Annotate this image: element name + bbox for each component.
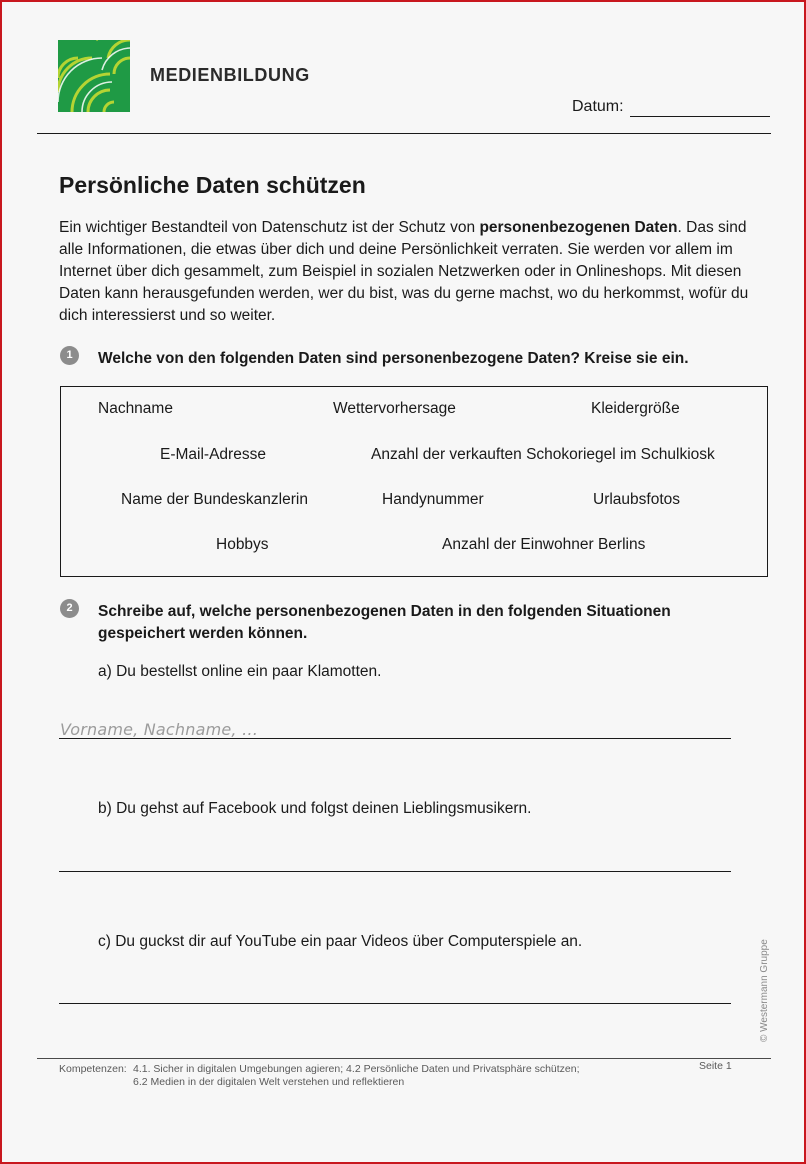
header-divider (37, 133, 771, 134)
footer-competences-label: Kompetenzen: (59, 1063, 127, 1075)
answer-line-c[interactable] (59, 1003, 731, 1004)
data-option[interactable]: E-Mail-Adresse (160, 446, 266, 463)
situation-c: c) Du guckst dir auf YouTube ein paar Videos über Computerspiele an. (98, 933, 583, 950)
answer-line-b[interactable] (59, 871, 731, 872)
data-option[interactable]: Handynummer (382, 491, 484, 508)
intro-paragraph (59, 217, 749, 327)
datum-label: Datum: (572, 98, 624, 115)
situation-b: b) Du gehst auf Facebook und folgst deinen Lieblingsmusikern. (98, 800, 532, 817)
data-option[interactable]: Wettervorhersage (333, 400, 456, 417)
intro-text-start: Ein wichtiger Bestandteil von Datenschutz ist der Schutz von (59, 219, 480, 236)
task-2-number-badge: 2 (60, 599, 79, 618)
data-option[interactable]: Urlaubsfotos (593, 491, 681, 508)
page-number: Seite 1 (699, 1060, 732, 1072)
answer-line-a[interactable] (59, 738, 731, 739)
footer-competences-line-1: 4.1. Sicher in digitalen Umgebungen agieren; 4.2 Persönliche Daten und Privatsphäre schützen; (133, 1063, 580, 1075)
task-1-instruction: Welche von den folgenden Daten sind personenbezogene Daten? Kreise sie ein. (98, 350, 689, 367)
data-option[interactable]: Nachname (98, 400, 173, 417)
task-2-instruction: Schreibe auf, welche personenbezogenen Daten in den folgenden Situationen gespeichert werden können. (98, 603, 671, 642)
copyright-notice: © Westermann Gruppe (759, 939, 770, 1042)
intro-text-end: . Das sind alle Informationen, die etwas über dich und deine Persönlichkeit verraten. Sie werden vor allem im Internet über dich gesammelt, zum Beispiel in sozialen Netzwerken oder in Onlineshops. Mit diesen Daten kann herausgefunden werden, wer du bist, was du gerne machst, wo du herkommst, wofür du dich interessierst und so weiter. (59, 219, 749, 324)
data-option[interactable]: Kleidergröße (591, 400, 680, 417)
page-title: Persönliche Daten schützen (59, 172, 366, 198)
situation-a: a) Du bestellst online ein paar Klamotten. (98, 663, 382, 680)
task-1-number-badge: 1 (60, 346, 79, 365)
footer-competences-line-2: 6.2 Medien in der digitalen Welt verstehen und reflektieren (133, 1076, 405, 1088)
data-option[interactable]: Anzahl der Einwohner Berlins (442, 536, 646, 553)
medienbildung-logo (58, 40, 130, 112)
brand-name: MEDIENBILDUNG (150, 65, 310, 85)
datum-field-line[interactable] (630, 116, 770, 117)
footer-divider (37, 1058, 771, 1059)
data-option[interactable]: Name der Bundeskanzlerin (121, 491, 308, 508)
example-answer-hint: Vorname, Nachname, … (60, 720, 259, 739)
data-option[interactable]: Anzahl der verkauften Schokoriegel im Schulkiosk (371, 446, 715, 463)
data-option[interactable]: Hobbys (216, 536, 269, 553)
intro-bold-term: personenbezogenen Daten (479, 219, 678, 236)
